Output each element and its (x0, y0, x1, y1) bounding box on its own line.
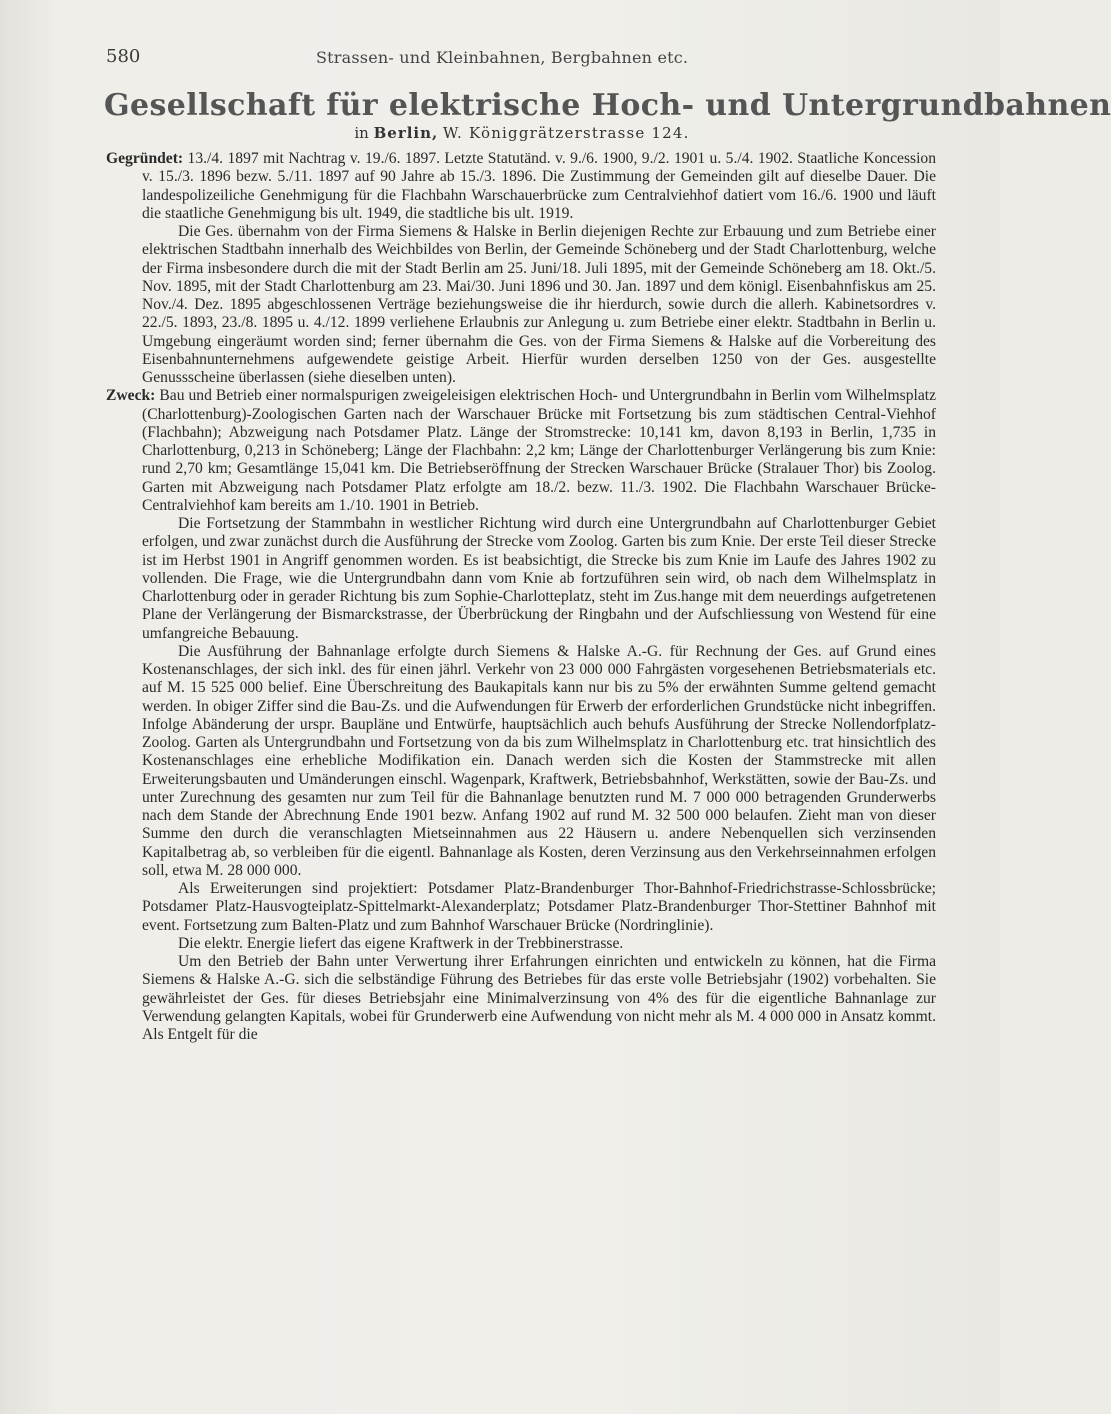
subtitle-prefix: in (354, 124, 369, 142)
article-subtitle (104, 124, 940, 142)
subtitle-city: Berlin, (373, 124, 439, 142)
paragraph-uebernahme: Die Ges. übernahm von der Firma Siemens & Halske in Berlin diejenigen Rechte zur Erbauung und zum Betriebe einer elektrischen Stadtbahn innerhalb des Weichbildes von Berlin, der Gemeinde Schöneberg und der Stadt Charlottenburg, welche der Firma insbesondere durch die mit der Stadt Berlin am 25. Juni/18. Juli 1895, mit der Gemeinde Schöneberg am 18. Okt./5. Nov. 1895, mit der Stadt Charlottenburg am 23. Mai/30. Juni 1896 und 30. Jan. 1897 und dem königl. Eisenbahnfiskus am 25. Nov./4. Dez. 1895 abgeschlossenen Verträge beziehungsweise die ihr hierdurch, sowie durch die allerh. Kabinetsordres v. 22./5. 1893, 23./8. 1895 u. 4./12. 1899 verliehene Erlaubnis zur Anlegung u. zum Betriebe einer elektr. Stadtbahn in Berlin u. Umgebung eingeräumt worden sind; ferner übernahm die Ges. von der Firma Siemens & Halske auf die Vorbereitung des Eisenbahnunternehmens aufgewendete geistige Arbeit. Hierfür wurden derselben 1250 von der Ges. ausgestellte Genussscheine überlassen (siehe dieselben unten). (142, 223, 936, 386)
section-label-gegruendet: Gegründet: (106, 150, 184, 167)
section-gegruendet (106, 150, 936, 223)
section-text-gegruendet: 13./4. 1897 mit Nachtrag v. 19./6. 1897. Letzte Statutänd. v. 9./6. 1900, 9./2. 1901 u. 5./4. 1902. Staatliche Koncession v. 15./3. 1896 bezw. 5./11. 1897 auf 90 Jahre ab 15./3. 1896. Die Zustimmung der Gemeinden gilt auf dieselbe Dauer. Die landespolizeiliche Genehmigung für die Flachbahn Warschauerbrücke zum Centralviehhof datiert vom 16./6. 1900 und läuft die staatliche Genehmigung bis ult. 1949, die stadtliche bis ult. 1919. (142, 150, 937, 222)
paragraph-erweiterungen: Als Erweiterungen sind projektiert: Potsdamer Platz-Brandenburger Thor-Bahnhof-Friedrichstrasse-Schlossbrücke; Potsdamer Platz-Hausvogteiplatz-Spittelmarkt-Alexanderplatz; Potsdamer Platz-Brandenburger Thor-Stettiner Bahnhof mit event. Fortsetzung zum Balten-Platz und zum Bahnhof Warschauer Brücke (Nordringlinie). (142, 880, 936, 934)
article-title: Gesellschaft für elektrische Hoch- und Untergrundbahnen (104, 88, 1111, 123)
subtitle-address: W. Königgrätzerstrasse 124. (443, 124, 690, 142)
paragraph-betrieb: Um den Betrieb der Bahn unter Verwertung ihrer Erfahrungen einrichten und entwickeln zu können, hat die Firma Siemens & Halske A.-G. sich die selbständige Führung des Betriebes für das erste volle Betriebsjahr (1902) vorbehalten. Sie gewährleistet der Ges. für dieses Betriebsjahr eine Minimalverzinsung von 4% des für die eigentliche Bahnanlage zur Verwendung gelangten Kapitals, wobei für Grunderwerb eine Aufwendung von nicht mehr als M. 4 000 000 in Ansatz kommt. Als Entgelt für die (142, 953, 936, 1043)
page-number: 580 (106, 46, 141, 67)
section-label-zweck: Zweck: (106, 387, 156, 405)
page-header (106, 46, 936, 76)
article-body (106, 150, 936, 1044)
paragraph-fortsetzung: Die Fortsetzung der Stammbahn in westlicher Richtung wird durch eine Untergrundbahn auf Charlottenburger Gebiet erfolgen, und zwar zunächst durch die Ausführung der Strecke vom Zoolog. Garten bis zum Knie. Der erste Teil dieser Strecke ist im Herbst 1901 in Angriff genommen worden. Es ist beabsichtigt, die Strecke bis zum Knie im Laufe des Jahres 1902 zu vollenden. Die Frage, wie die Untergrundbahn dann vom Knie ab fortzuführen sein wird, ob nach dem Wilhelmsplatz in Charlottenburg oder in gerader Richtung bis zum Sophie-Charlotteplatz, steht im Zus.hange mit dem neuerdings aufgetretenen Plane der Verlängerung der Bismarckstrasse, der Überbrückung der Ringbahn und der Aufschliessung von Westend für eine umfangreiche Bebauung. (142, 515, 936, 642)
paragraph-ausfuehrung: Die Ausführung der Bahnanlage erfolgte durch Siemens & Halske A.-G. für Rechnung der Ges. auf Grund eines Kostenanschlages, der sich inkl. des für einen jährl. Verkehr von 23 000 000 Fahrgästen vorgesehenen Betriebsmaterials etc. auf M. 15 525 000 belief. Eine Überschreitung des Baukapitals kann nur bis zu 5% der erwähnten Summe geltend gemacht werden. In obiger Ziffer sind die Bau-Zs. und die Aufwendungen für Erwerb der erforderlichen Grundstücke nicht inbegriffen. Infolge Abänderung der urspr. Baupläne und Entwürfe, hauptsächlich auch behufs Ausführung der Strecke Nollendorfplatz-Zoolog. Garten als Untergrundbahn und Fortsetzung von da bis zum Wilhelmsplatz in Charlottenburg etc. trat hinsichtlich des Kostenanschlages eine erhebliche Modifikation ein. Danach werden sich die Kosten der Stammstrecke mit allen Erweiterungsbauten und Umänderungen einschl. Wagenpark, Kraftwerk, Betriebsbahnhof, Werkstätten, sowie der Bau-Zs. und unter Zurechnung des gesamten nur zum Teil für die Bahnanlage benutzten rund M. 7 000 000 betragenden Grunderwerbs nach dem Stande der Abrechnung Ende 1901 bezw. Anfang 1902 auf rund M. 32 500 000 belaufen. Zieht man von dieser Summe den durch die veranschlagten Mietseinnahmen aus 22 Häusern u. andere Nebenquellen sich verzinsenden Kapitalbetrag ab, so verbleiben für die eigentl. Bahnanlage als Kosten, deren Verzinsung aus den Verkehrseinnahmen erfolgen soll, etwa M. 28 000 000. (142, 642, 936, 879)
paragraph-energie: Die elektr. Energie liefert das eigene Kraftwerk in der Trebbinerstrasse. (178, 934, 624, 952)
running-head: Strassen- und Kleinbahnen, Bergbahnen etc. (316, 48, 689, 67)
section-text-zweck: Bau und Betrieb einer normalspurigen zweigeleisigen elektrischen Hoch- und Untergrundbahn in Berlin vom Wilhelmsplatz (Charlottenburg)-Zoologischen Garten nach der Warschauer Brücke mit Fortsetzung bis zum städtischen Central-Viehhof (Flachbahn); Abzweigung nach Potsdamer Platz. Länge der Stromstrecke: 10,141 km, davon 8,193 in Berlin, 1,735 in Charlottenburg, 0,213 in Schöneberg; Länge der Flachbahn: 2,2 km; Länge der Charlottenburger Verlängerung bis zum Knie: rund 2,70 km; Gesamtlänge 15,041 km. Die Betriebseröffnung der Strecken Warschauer Brücke (Stralauer Thor) bis Zoolog. Garten mit Abzweigung nach Potsdamer Platz erfolgte am 18./2. bezw. 11./3. 1902. Die Flachbahn Warschauer Brücke-Centralviehhof kam bereits am 1./10. 1901 in Betrieb. (142, 387, 937, 514)
section-zweck (106, 387, 936, 515)
